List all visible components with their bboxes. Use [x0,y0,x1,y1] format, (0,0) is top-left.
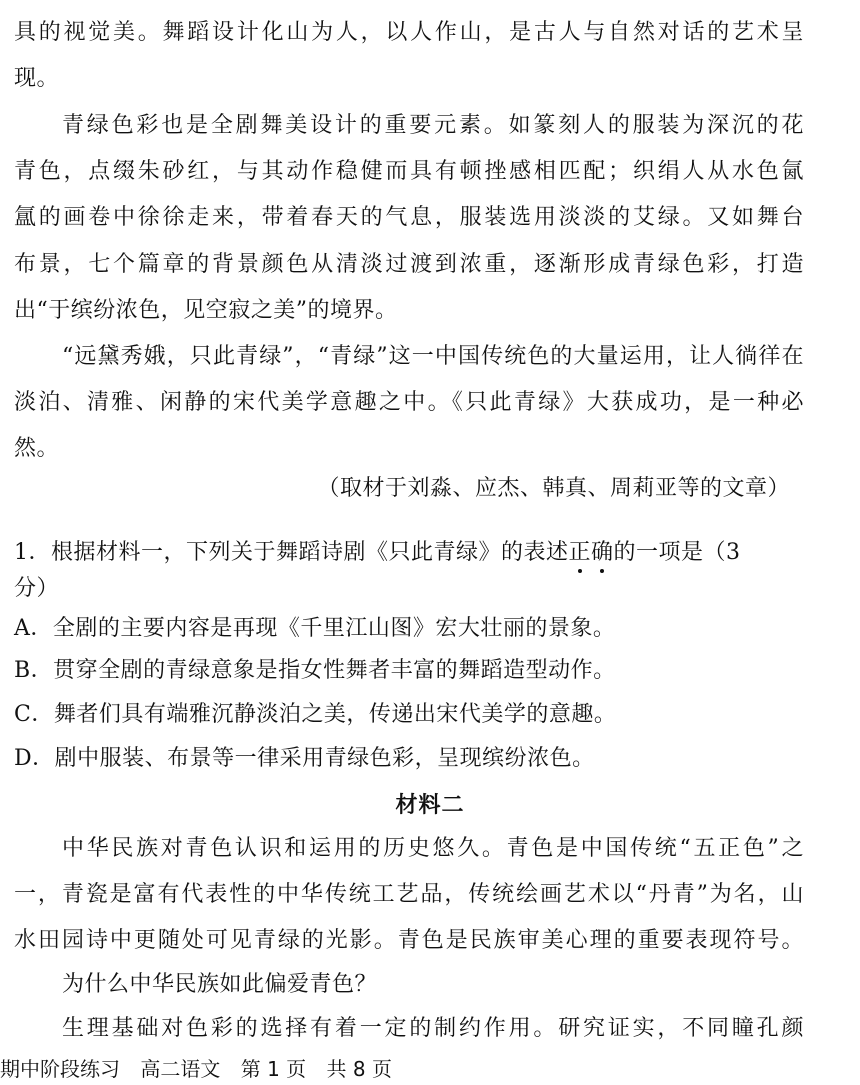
text-line: 青绿色彩也是全剧舞美设计的重要元素。如篆刻人的服装为深沉的花 [62,113,804,138]
text-line: 为什么中华民族如此偏爱青色？ [62,972,378,997]
source-citation: （取材于刘淼、应杰、韩真、周莉亚等的文章） [317,476,790,501]
text-line: 具的视觉美。舞蹈设计化山为人，以人作山，是古人与自然对话的艺术呈 [14,20,804,45]
text-line: 水田园诗中更随处可见青绿的光影。青色是民族审美心理的重要表现符号。 [14,928,804,953]
text-line: 氲的画卷中徐徐走来，带着春天的气息，服装选用淡淡的艾绿。又如舞台 [14,205,804,230]
question-stem-after: 的一项是（3 [613,540,741,565]
text-line: 一，青瓷是富有代表性的中华传统工艺品，传统绘画艺术以“丹青”为名，山 [14,882,804,907]
emphasis-text [569,540,614,565]
question-stem [14,538,804,568]
question-stem-line2: 分） [14,576,60,601]
text-line: “远黛秀娥，只此青绿”，“青绿”这一中国传统色的大量运用，让人徜徉在 [62,344,804,369]
page-footer [0,1055,406,1083]
question-stem-before: 1．根据材料一，下列关于舞蹈诗剧《只此青绿》的表述 [14,540,569,565]
section-heading: 材料二 [395,792,465,818]
option-d: D．剧中服装、布景等一律采用青绿色彩，呈现缤纷浓色。 [14,746,595,771]
option-c: C．舞者们具有端雅沉静淡泊之美，传递出宋代美学的意趣。 [14,702,617,727]
emphasis-dot [600,569,604,573]
text-line: 布景，七个篇章的背景颜色从清淡过渡到浓重，逐渐形成青绿色彩，打造 [14,252,804,277]
text-line: 淡泊、清雅、闲静的宋代美学意趣之中。《只此青绿》大获成功，是一种必 [14,390,804,415]
option-a: A．全剧的主要内容是再现《千里江山图》宏大壮丽的景象。 [14,616,616,641]
footer-exam: 期中阶段练习 [0,1057,120,1081]
text-line: 现。 [14,66,60,91]
text-line: 然。 [14,436,60,461]
footer-page: 第 1 页 [240,1057,307,1081]
emphasis-word: 正确 [568,540,614,565]
footer-subject: 高二语文 [140,1057,221,1081]
text-line: 出“于缤纷浓色，见空寂之美”的境界。 [14,298,398,323]
footer-total: 共 8 页 [326,1057,392,1081]
text-line: 青色，点缀朱砂红，与其动作稳健而具有顿挫感相匹配；织绢人从水色氤 [14,159,804,184]
emphasis-dot [578,569,582,573]
option-b: B．贯穿全剧的青绿意象是指女性舞者丰富的舞蹈造型动作。 [14,658,616,683]
text-line: 生理基础对色彩的选择有着一定的制约作用。研究证实，不同瞳孔颜 [62,1016,804,1041]
text-line: 中华民族对青色认识和运用的历史悠久。青色是中国传统“五正色”之 [62,836,804,861]
